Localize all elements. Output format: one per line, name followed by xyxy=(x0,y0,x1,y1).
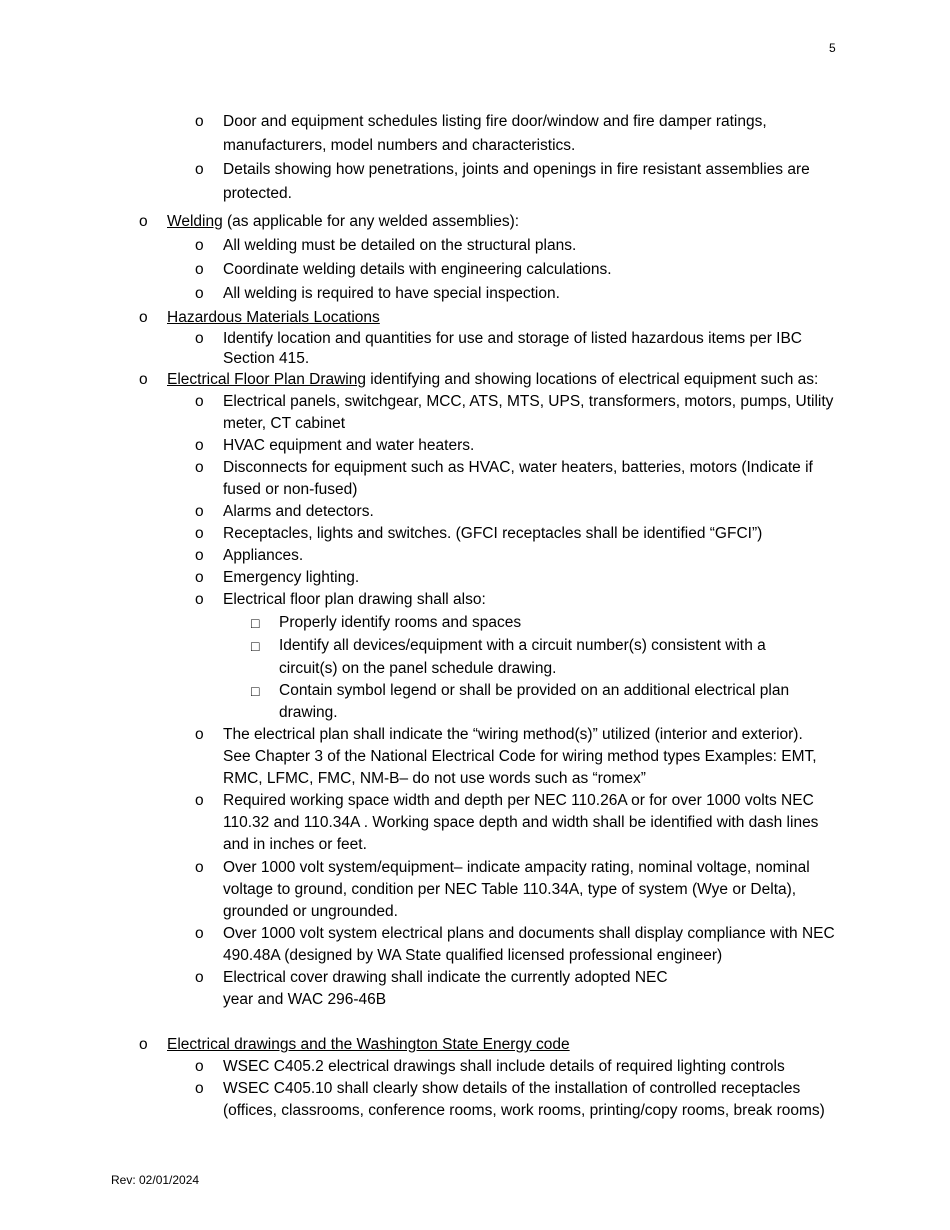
list-item-text: Receptacles, lights and switches. (GFCI receptacles shall be identified “GFCI”) xyxy=(223,525,763,542)
list-item-text: WSEC C405.2 electrical drawings shall include details of required lighting controls xyxy=(223,1058,785,1075)
circle-bullet: o xyxy=(195,330,204,347)
list-item-text: and in inches or feet. xyxy=(223,836,367,853)
list-item-text: Contain symbol legend or shall be provided on an additional electrical plan xyxy=(279,682,790,699)
circle-bullet: o xyxy=(195,503,204,520)
circle-bullet: o xyxy=(195,1058,204,1075)
list-item-text: WSEC C405.10 shall clearly show details of the installation of controlled receptacles xyxy=(223,1080,801,1097)
circle-bullet: o xyxy=(195,393,204,410)
list-item-text: Appliances. xyxy=(223,547,304,564)
page-number: 5 xyxy=(829,41,836,55)
circle-bullet: o xyxy=(195,925,204,942)
list-item-text: See Chapter 3 of the National Electrical Code for wiring method types Examples: EMT, xyxy=(223,748,817,765)
list-item-text: Section 415. xyxy=(223,350,310,367)
list-item-text: year and WAC 296-46B xyxy=(223,991,387,1008)
circle-bullet: o xyxy=(195,525,204,542)
list-item-text: All welding must be detailed on the structural plans. xyxy=(223,237,577,254)
list-item-text: Identify location and quantities for use and storage of listed hazardous items per IBC xyxy=(223,330,803,347)
list-item-text: Emergency lighting. xyxy=(223,569,360,586)
circle-bullet: o xyxy=(195,161,204,178)
circle-bullet: o xyxy=(195,569,204,586)
list-item-text: HVAC equipment and water heaters. xyxy=(223,437,475,454)
list-item-text: All welding is required to have special inspection. xyxy=(223,285,560,302)
list-item-text: Coordinate welding details with engineering calculations. xyxy=(223,261,612,278)
circle-bullet: o xyxy=(139,371,148,388)
circle-bullet: o xyxy=(195,237,204,254)
circle-bullet: o xyxy=(195,459,204,476)
list-item-text: drawing. xyxy=(279,704,338,721)
list-item-text: 110.32 and 110.34A . Working space depth and width shall be identified with dash lines xyxy=(223,814,819,831)
list-item-text: 490.48A (designed by WA State qualified licensed professional engineer) xyxy=(223,947,723,964)
list-item-text: Alarms and detectors. xyxy=(223,503,374,520)
list-item-text: grounded or ungrounded. xyxy=(223,903,398,920)
list-item-text: Door and equipment schedules listing fire door/window and fire damper ratings, xyxy=(223,113,767,130)
list-item-text: Properly identify rooms and spaces xyxy=(279,614,522,631)
square-bullet: □ xyxy=(251,683,260,699)
list-item-text: (offices, classrooms, conference rooms, work rooms, printing/copy rooms, break rooms) xyxy=(223,1102,825,1119)
list-item-text: Electrical cover drawing shall indicate the currently adopted NEC xyxy=(223,969,668,986)
circle-bullet: o xyxy=(195,547,204,564)
circle-bullet: o xyxy=(195,285,204,302)
list-item-text: circuit(s) on the panel schedule drawing. xyxy=(279,660,557,677)
circle-bullet: o xyxy=(195,437,204,454)
list-item-text: Disconnects for equipment such as HVAC, water heaters, batteries, motors (Indicate if xyxy=(223,459,813,476)
heading-underlined: Electrical Floor Plan Drawing xyxy=(167,371,366,388)
list-item-text: protected. xyxy=(223,185,292,202)
revision-footer: Rev: 02/01/2024 xyxy=(111,1173,200,1187)
list-item-text: RMC, LFMC, FMC, NM-B– do not use words such as “romex” xyxy=(223,770,646,787)
list-item-text: Electrical panels, switchgear, MCC, ATS, MTS, UPS, transformers, motors, pumps, Utility xyxy=(223,393,834,410)
square-bullet: □ xyxy=(251,638,260,654)
list-item-text: Identify all devices/equipment with a circuit number(s) consistent with a xyxy=(279,637,766,654)
list-item-text: fused or non-fused) xyxy=(223,481,358,498)
circle-bullet: o xyxy=(139,1036,148,1053)
list-item-text: Details showing how penetrations, joints and openings in fire resistant assemblies are xyxy=(223,161,810,178)
circle-bullet: o xyxy=(139,309,148,326)
list-item-text: Over 1000 volt system/equipment– indicate ampacity rating, nominal voltage, nominal xyxy=(223,859,810,876)
list-item-text: Required working space width and depth per NEC 110.26A or for over 1000 volts NEC xyxy=(223,792,814,809)
circle-bullet: o xyxy=(139,213,148,230)
list-item-text: manufacturers, model numbers and characteristics. xyxy=(223,137,576,154)
square-bullet: □ xyxy=(251,615,260,631)
section-heading-energy-code: Electrical drawings and the Washington State Energy code xyxy=(167,1036,570,1053)
section-heading-hazardous: Hazardous Materials Locations xyxy=(167,309,380,326)
section-heading-welding xyxy=(167,211,519,233)
heading-rest: (as applicable for any welded assemblies): xyxy=(222,213,520,230)
list-item-text: voltage to ground, condition per NEC Table 110.34A, type of system (Wye or Delta), xyxy=(223,881,797,898)
list-item-text: meter, CT cabinet xyxy=(223,415,346,432)
list-item-text: Over 1000 volt system electrical plans and documents shall display compliance with NEC xyxy=(223,925,835,942)
section-heading-electrical-floor-plan xyxy=(167,369,818,391)
circle-bullet: o xyxy=(195,261,204,278)
circle-bullet: o xyxy=(195,792,204,809)
circle-bullet: o xyxy=(195,113,204,130)
circle-bullet: o xyxy=(195,726,204,743)
circle-bullet: o xyxy=(195,591,204,608)
circle-bullet: o xyxy=(195,1080,204,1097)
heading-underlined: Welding xyxy=(167,213,223,230)
list-item-text: The electrical plan shall indicate the “wiring method(s)” utilized (interior and exterior). xyxy=(223,726,803,743)
list-item-text: Electrical floor plan drawing shall also: xyxy=(223,591,486,608)
circle-bullet: o xyxy=(195,859,204,876)
circle-bullet: o xyxy=(195,969,204,986)
heading-rest: identifying and showing locations of electrical equipment such as: xyxy=(366,371,819,388)
